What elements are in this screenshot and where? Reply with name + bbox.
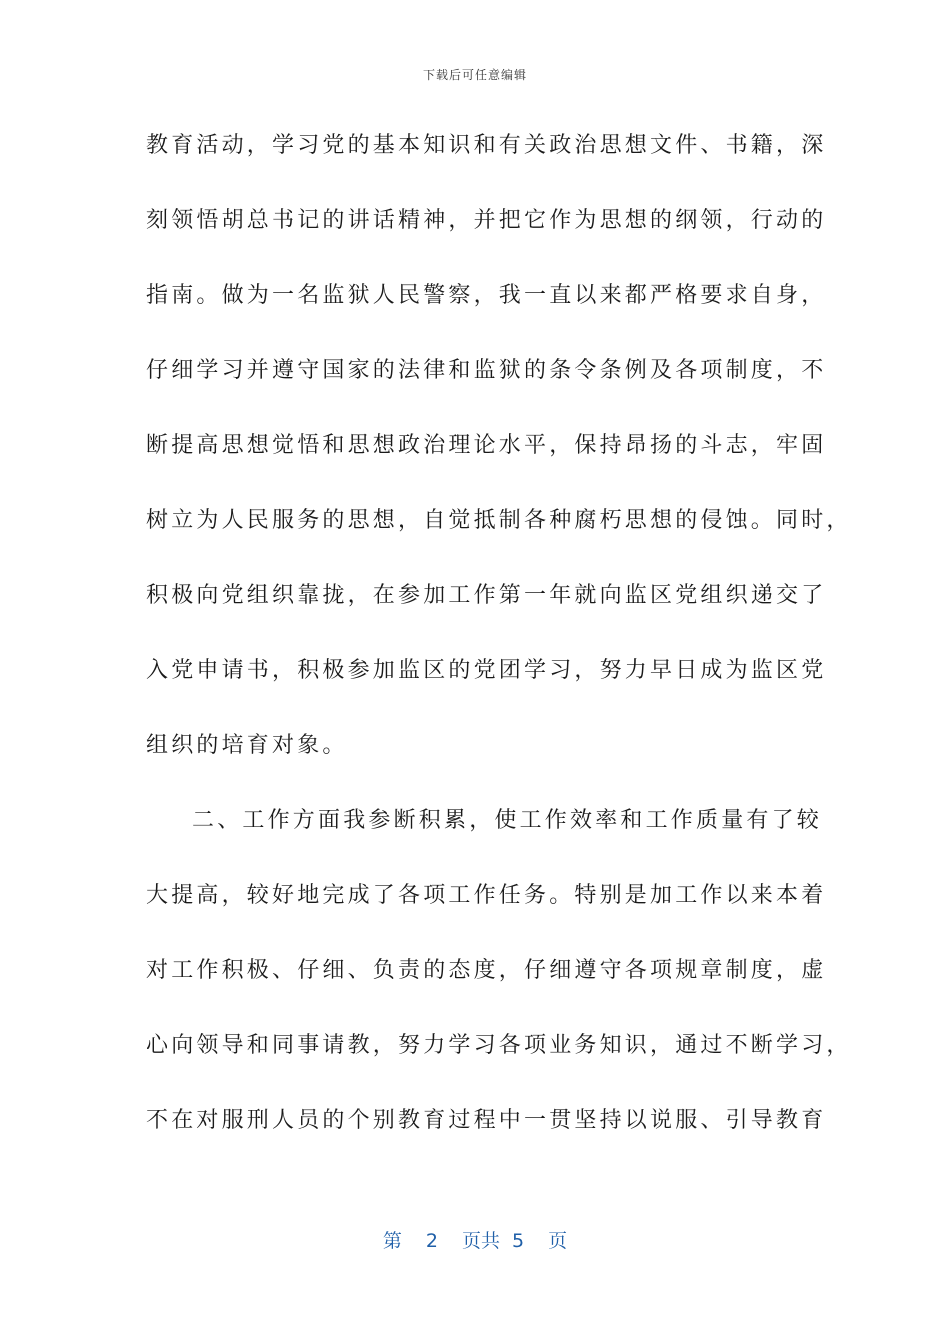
paragraph-start-line: 二、工作方面我参断积累，使工作效率和工作质量有了较 <box>192 808 823 833</box>
footer-label-di: 第 <box>382 1230 402 1252</box>
footer-label-ye: 页 <box>548 1230 568 1252</box>
text-line: 大提高，较好地完成了各项工作任务。特别是加工作以来本着 <box>146 883 827 908</box>
text-line: 对工作积极、仔细、负责的态度，仔细遵守各项规章制度，虚 <box>146 958 827 983</box>
text-line: 积极向党组织靠拢，在参加工作第一年就向监区党组织递交了 <box>146 583 827 608</box>
total-pages-number: 5 <box>512 1230 525 1252</box>
text-line: 刻领悟胡总书记的讲话精神，并把它作为思想的纲领，行动的 <box>146 208 827 233</box>
text-line: 组织的培育对象。 <box>146 733 348 758</box>
page-footer <box>0 1226 950 1253</box>
text-line: 入党申请书，积极参加监区的党团学习，努力早日成为监区党 <box>146 658 827 683</box>
footer-label-ye-gong: 页共 <box>461 1230 500 1252</box>
text-line: 心向领导和同事请教，努力学习各项业务知识，通过不断学习， <box>146 1033 852 1058</box>
document-body <box>146 124 852 1174</box>
text-line: 断提高思想觉悟和思想政治理论水平，保持昂扬的斗志，牢固 <box>146 433 827 458</box>
current-page-number: 2 <box>425 1230 438 1252</box>
text-line: 指南。做为一名监狱人民警察，我一直以来都严格要求自身， <box>146 283 827 308</box>
text-line: 树立为人民服务的思想，自觉抵制各种腐朽思想的侵蚀。同时， <box>146 508 852 533</box>
text-line: 仔细学习并遵守国家的法律和监狱的条令条例及各项制度，不 <box>146 358 827 383</box>
text-line: 不在对服刑人员的个别教育过程中一贯坚持以说服、引导教育 <box>146 1108 827 1133</box>
header-note: 下载后可任意编辑 <box>422 68 527 82</box>
text-line: 教育活动，学习党的基本知识和有关政治思想文件、书籍，深 <box>146 133 827 158</box>
